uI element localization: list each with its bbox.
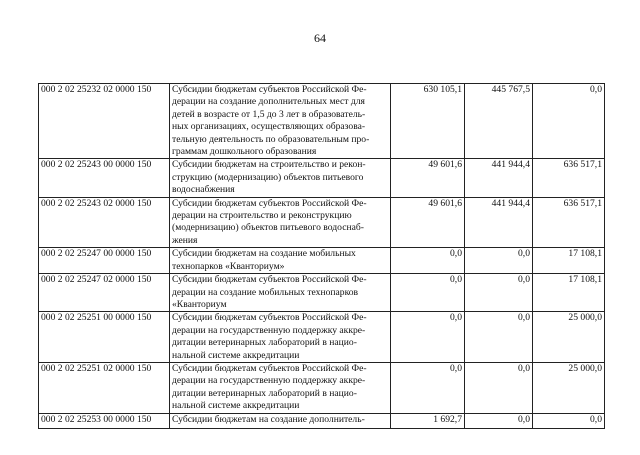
description-line: дерации на создание мобильных технопарков: [172, 286, 359, 298]
amount-cell-v1: 0,0: [391, 274, 465, 312]
description-line: (модернизацию) объектов питьевого водоснаб-: [172, 222, 364, 234]
description-line: дерации на строительство и реконструкцию: [172, 210, 352, 222]
amount-cell-v1: 49 601,6: [391, 159, 465, 197]
description-cell: [170, 362, 391, 413]
description-line: Субсидии бюджетам субъектов Российской Фе-: [172, 197, 367, 209]
amount-cell-v3: 17 108,1: [533, 248, 605, 274]
description-line: тельную деятельность по образовательным про-: [172, 133, 370, 145]
amount-cell-v2: 445 767,5: [465, 84, 533, 159]
amount-cell-v3: 0,0: [533, 413, 605, 428]
table-row: [39, 362, 605, 413]
budget-code-cell: 000 2 02 25247 00 0000 150: [39, 248, 170, 274]
description-line: нальной системе аккредитации: [172, 400, 300, 412]
amount-cell-v2: 0,0: [465, 362, 533, 413]
description-line: дитации ветеринарных лабораторий в нацио-: [172, 387, 357, 399]
description-line: Субсидии бюджетам на создание мобильных: [172, 248, 356, 260]
table-row: [39, 84, 605, 159]
budget-table: [38, 83, 605, 429]
description-cell: [170, 159, 391, 197]
description-line: Субсидии бюджетам субъектов Российской Фе-: [172, 274, 367, 286]
description-line: дитации ветеринарных лабораторий в нацио-: [172, 337, 357, 349]
amount-cell-v2: 0,0: [465, 248, 533, 274]
table-row: [39, 413, 605, 428]
description-line: Субсидии бюджетам субъектов Российской Фе-: [172, 362, 367, 374]
amount-cell-v1: 0,0: [391, 248, 465, 274]
amount-cell-v2: 0,0: [465, 274, 533, 312]
amount-cell-v3: 0,0: [533, 84, 605, 159]
description-line: струкцию (модернизацию) объектов питьевого: [172, 171, 364, 183]
amount-cell-v2: 0,0: [465, 312, 533, 363]
description-cell: [170, 413, 391, 428]
amount-cell-v1: 0,0: [391, 362, 465, 413]
description-line: Субсидии бюджетам на создание дополнитель-: [172, 413, 365, 425]
description-line: граммам дошкольного образования: [172, 146, 317, 158]
description-line: Субсидии бюджетам на строительство и рекон-: [172, 159, 366, 171]
description-line: детей в возрасте от 1,5 до 3 лет в образователь-: [172, 108, 366, 120]
description-line: нальной системе аккредитации: [172, 349, 300, 361]
amount-cell-v3: 25 000,0: [533, 362, 605, 413]
table-row: [39, 248, 605, 274]
budget-code-cell: 000 2 02 25253 00 0000 150: [39, 413, 170, 428]
amount-cell-v1: 49 601,6: [391, 197, 465, 248]
amount-cell-v1: 1 692,7: [391, 413, 465, 428]
description-line: ных организациях, осуществляющих образова-: [172, 121, 366, 133]
amount-cell-v2: 0,0: [465, 413, 533, 428]
budget-code-cell: 000 2 02 25243 02 0000 150: [39, 197, 170, 248]
budget-code-cell: 000 2 02 25251 02 0000 150: [39, 362, 170, 413]
amount-cell-v2: 441 944,4: [465, 197, 533, 248]
amount-cell-v2: 441 944,4: [465, 159, 533, 197]
table-row: [39, 274, 605, 312]
table-body: [39, 84, 605, 429]
budget-code-cell: 000 2 02 25232 02 0000 150: [39, 84, 170, 159]
description-cell: [170, 248, 391, 274]
description-line: Субсидии бюджетам субъектов Российской Фе-: [172, 84, 367, 95]
description-line: дерации на государственную поддержку аккре-: [172, 324, 366, 336]
description-line: жения: [172, 234, 198, 246]
description-line: Субсидии бюджетам субъектов Российской Фе-: [172, 312, 367, 324]
description-line: водоснабжения: [172, 184, 235, 196]
description-cell: [170, 197, 391, 248]
table-row: [39, 159, 605, 197]
budget-code-cell: 000 2 02 25251 00 0000 150: [39, 312, 170, 363]
amount-cell-v3: 636 517,1: [533, 197, 605, 248]
amount-cell-v1: 630 105,1: [391, 84, 465, 159]
amount-cell-v3: 636 517,1: [533, 159, 605, 197]
description-line: дерации на государственную поддержку аккре-: [172, 375, 366, 387]
table-row: [39, 312, 605, 363]
amount-cell-v3: 25 000,0: [533, 312, 605, 363]
amount-cell-v3: 17 108,1: [533, 274, 605, 312]
description-line: технопарков «Кванториум»: [172, 260, 285, 272]
description-cell: [170, 84, 391, 159]
amount-cell-v1: 0,0: [391, 312, 465, 363]
description-cell: [170, 274, 391, 312]
description-cell: [170, 312, 391, 363]
budget-code-cell: 000 2 02 25243 00 0000 150: [39, 159, 170, 197]
description-line: «Кванториум: [172, 298, 227, 310]
budget-code-cell: 000 2 02 25247 02 0000 150: [39, 274, 170, 312]
page-number: 64: [314, 31, 326, 45]
description-line: дерации на создание дополнительных мест для: [172, 96, 365, 108]
table-row: [39, 197, 605, 248]
